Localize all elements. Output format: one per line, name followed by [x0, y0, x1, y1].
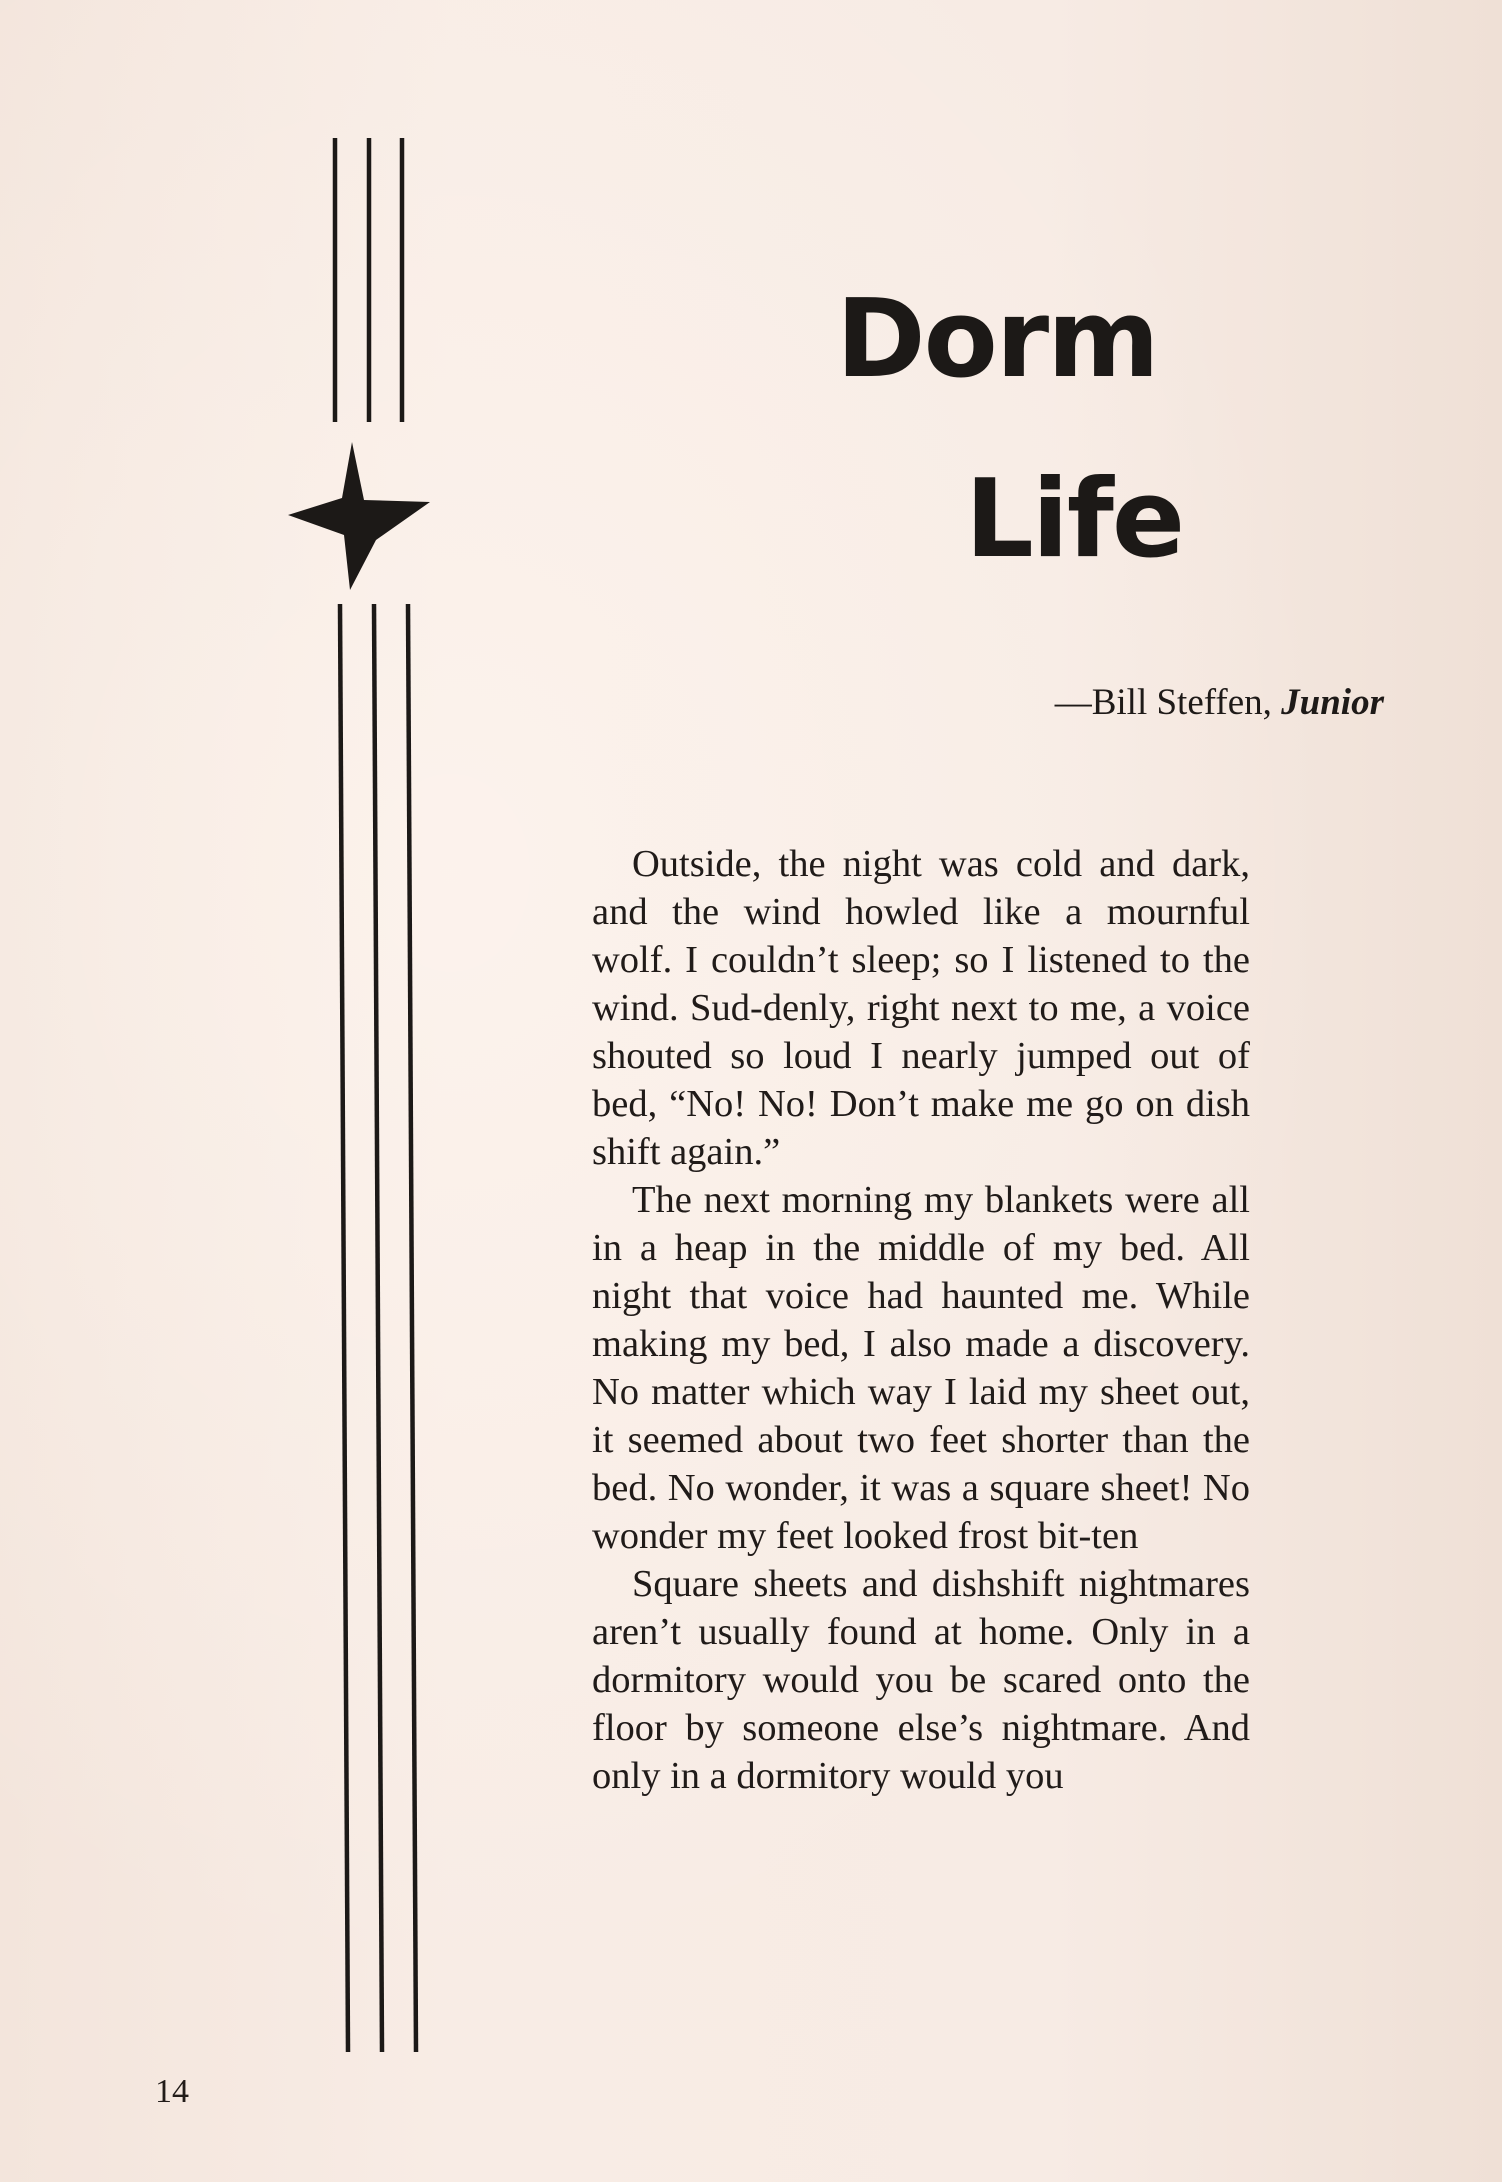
page-number: 14	[155, 2073, 189, 2110]
title-line-2: Life	[965, 457, 1184, 582]
article-body	[592, 840, 1250, 1800]
star-rule-ornament	[280, 130, 450, 2060]
lower-rules	[340, 604, 416, 2052]
star-icon	[288, 442, 430, 590]
paragraph-2: The next morning my blankets were all in a heap in the middle of my bed. All night that voice had haunted me. While making my bed, I also made a discovery. No matter which way I laid my sheet out, it seemed about two feet shorter than the bed. No wonder, it was a square sheet! No wonder my feet looked frost bit-ten	[592, 1179, 1250, 1557]
paragraph-3: Square sheets and dishshift nightmares aren’t usually found at home. Only in a dormitory would you be scared onto the floor by someone else’s nightmare. And only in a dormitory would you	[592, 1563, 1250, 1797]
byline	[1055, 681, 1384, 724]
paragraph-1: Outside, the night was cold and dark, and the wind howled like a mournful wolf. I couldn’t sleep; so I listened to the wind. Sud-denly, right next to me, a voice shouted so loud I nearly jumped out of bed, “No! No! Don’t make me go on dish shift again.”	[592, 843, 1250, 1173]
upper-rules	[335, 138, 402, 422]
byline-role: Junior	[1281, 682, 1384, 723]
title-line-1: Dorm	[836, 277, 1158, 402]
byline-author: —Bill Steffen,	[1054, 682, 1272, 723]
